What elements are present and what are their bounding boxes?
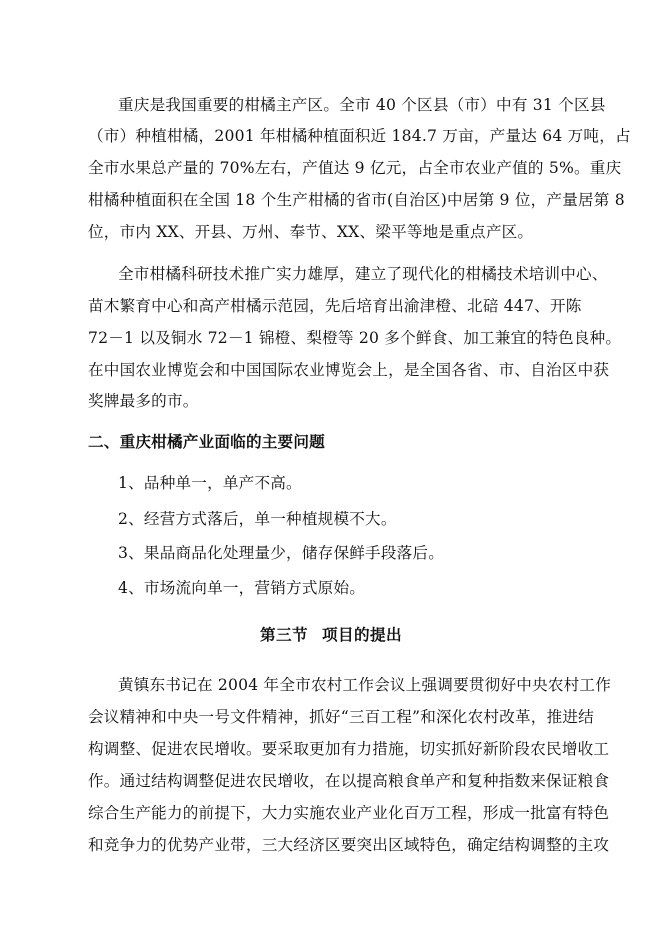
problem-item-1: 1、品种单一，单产不高。 <box>118 474 302 492</box>
paragraph1-line-4: 柑橘种植面积在全国 18 个生产柑橘的省市(自治区)中居第 9 位，产量居第 8 <box>88 191 625 209</box>
paragraph1-line-5: 位，市内 XX、开县、万州、奉节、XX、梁平等地是重点产区。 <box>88 223 534 241</box>
section-number: 第三节 <box>260 626 308 644</box>
section-heading: 二、重庆柑橘产业面临的主要问题 <box>88 433 325 451</box>
paragraph3-line-3: 构调整、促进农民增收。要采取更加有力措施，切实抓好新阶段农民增收工 <box>88 740 610 758</box>
paragraph3-line-6: 和竞争力的优势产业带，三大经济区要突出区域特色，确定结构调整的主攻 <box>88 836 610 854</box>
paragraph2-line-4: 在中国农业博览会和中国国际农业博览会上，是全国各省、市、自治区中获 <box>88 361 610 379</box>
paragraph1-line-1: 重庆是我国重要的柑橘主产区。全市 40 个区县（市）中有 31 个区县 <box>118 96 606 114</box>
paragraph3-line-5: 综合生产能力的前提下，大力实施农业产业化百万工程，形成一批富有特色 <box>88 804 610 822</box>
section-title-text: 项目的提出 <box>322 626 402 644</box>
paragraph2-line-2: 苗木繁育中心和高产柑橘示范园，先后培育出渝津橙、北碚 447、开陈 <box>88 297 582 315</box>
paragraph3-line-2: 会议精神和中央一号文件精神，抓好“三百工程”和深化农村改革，推进结 <box>88 708 594 726</box>
paragraph2-line-5: 奖牌最多的市。 <box>88 392 199 410</box>
paragraph2-line-1: 全市柑橘科研技术推广实力雄厚，建立了现代化的柑橘技术培训中心、 <box>118 265 608 283</box>
section-title <box>0 625 662 645</box>
paragraph3-line-4: 作。通过结构调整促进农民增收，在以提高粮食单产和复种指数来保证粮食 <box>88 772 610 790</box>
problem-item-3: 3、果品商品化处理量少，储存保鲜手段落后。 <box>118 544 444 562</box>
paragraph2-line-3: 72－1 以及铜水 72－1 锦橙、梨橙等 20 多个鲜食、加工兼宜的特色良种。 <box>88 329 622 347</box>
paragraph1-line-3: 全市水果总产量的 70%左右，产值达 9 亿元，占全市农业产值的 5%。重庆 <box>88 159 622 177</box>
paragraph1-line-2: （市）种植柑橘，2001 年柑橘种植面积近 184.7 万亩，产量达 64 万吨，占 <box>88 127 631 145</box>
problem-item-2: 2、经营方式落后，单一种植规模不大。 <box>118 510 397 528</box>
paragraph3-line-1: 黄镇东书记在 2004 年全市农村工作会议上强调要贯彻好中央农村工作 <box>118 676 612 694</box>
problem-item-4: 4、市场流向单一，营销方式原始。 <box>118 579 366 597</box>
